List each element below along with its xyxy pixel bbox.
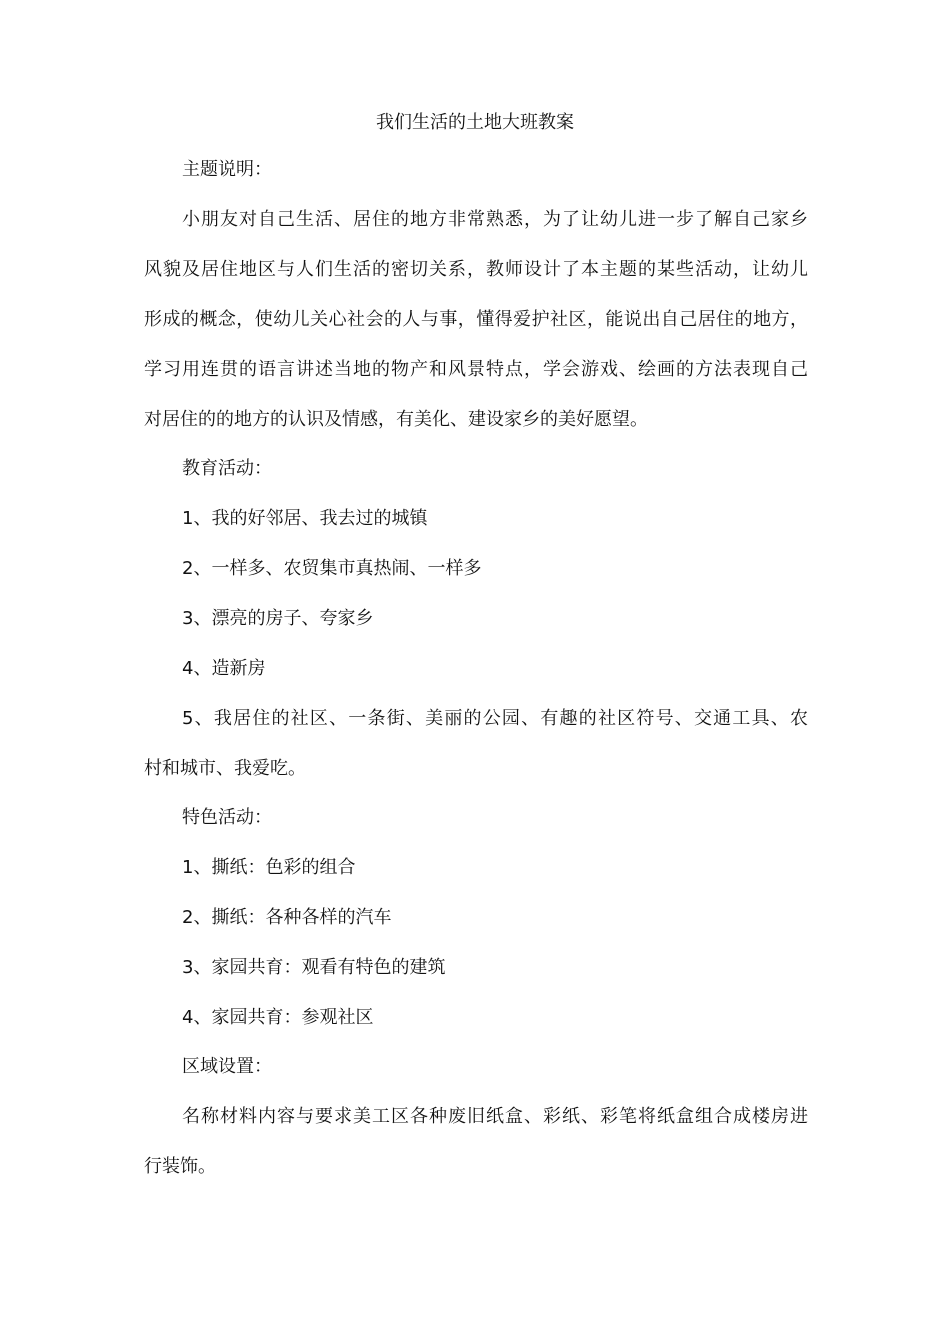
list-item-continuation: 村和城市、我爱吃。 <box>144 758 306 779</box>
list-item: 2、一样多、农贸集市真热闹、一样多 <box>182 558 482 579</box>
section-heading-theme: 主题说明： <box>182 159 272 180</box>
list-item: 4、家园共育：参观社区 <box>182 1007 374 1028</box>
list-item: 1、撕纸：色彩的组合 <box>182 857 356 878</box>
paragraph-line: 行装饰。 <box>144 1156 216 1177</box>
paragraph-line: 名称材料内容与要求美工区各种废旧纸盒、彩纸、彩笔将纸盒组合成楼房进 <box>182 1106 808 1127</box>
list-item: 4、造新房 <box>182 658 266 679</box>
list-item: 2、撕纸：各种各样的汽车 <box>182 907 392 928</box>
paragraph-line: 学习用连贯的语言讲述当地的物产和风景特点，学会游戏、绘画的方法表现自己 <box>144 359 808 380</box>
section-heading-featured: 特色活动： <box>182 807 272 828</box>
paragraph-line: 风貌及居住地区与人们生活的密切关系，教师设计了本主题的某些活动，让幼儿 <box>144 259 808 280</box>
section-heading-education: 教育活动： <box>182 458 272 479</box>
paragraph-line: 形成的概念，使幼儿关心社会的人与事，懂得爱护社区，能说出自己居住的地方， <box>144 309 808 330</box>
section-heading-area: 区域设置： <box>182 1056 272 1077</box>
list-item: 5、我居住的社区、一条街、美丽的公园、有趣的社区符号、交通工具、农 <box>182 708 808 729</box>
list-item: 3、家园共育：观看有特色的建筑 <box>182 957 446 978</box>
paragraph-line: 小朋友对自己生活、居住的地方非常熟悉，为了让幼儿进一步了解自己家乡 <box>182 209 808 230</box>
list-item: 3、漂亮的房子、夸家乡 <box>182 608 374 629</box>
paragraph-line: 对居住的的地方的认识及情感，有美化、建设家乡的美好愿望。 <box>144 409 648 430</box>
document-title: 我们生活的土地大班教案 <box>376 112 574 133</box>
list-item: 1、我的好邻居、我去过的城镇 <box>182 508 428 529</box>
